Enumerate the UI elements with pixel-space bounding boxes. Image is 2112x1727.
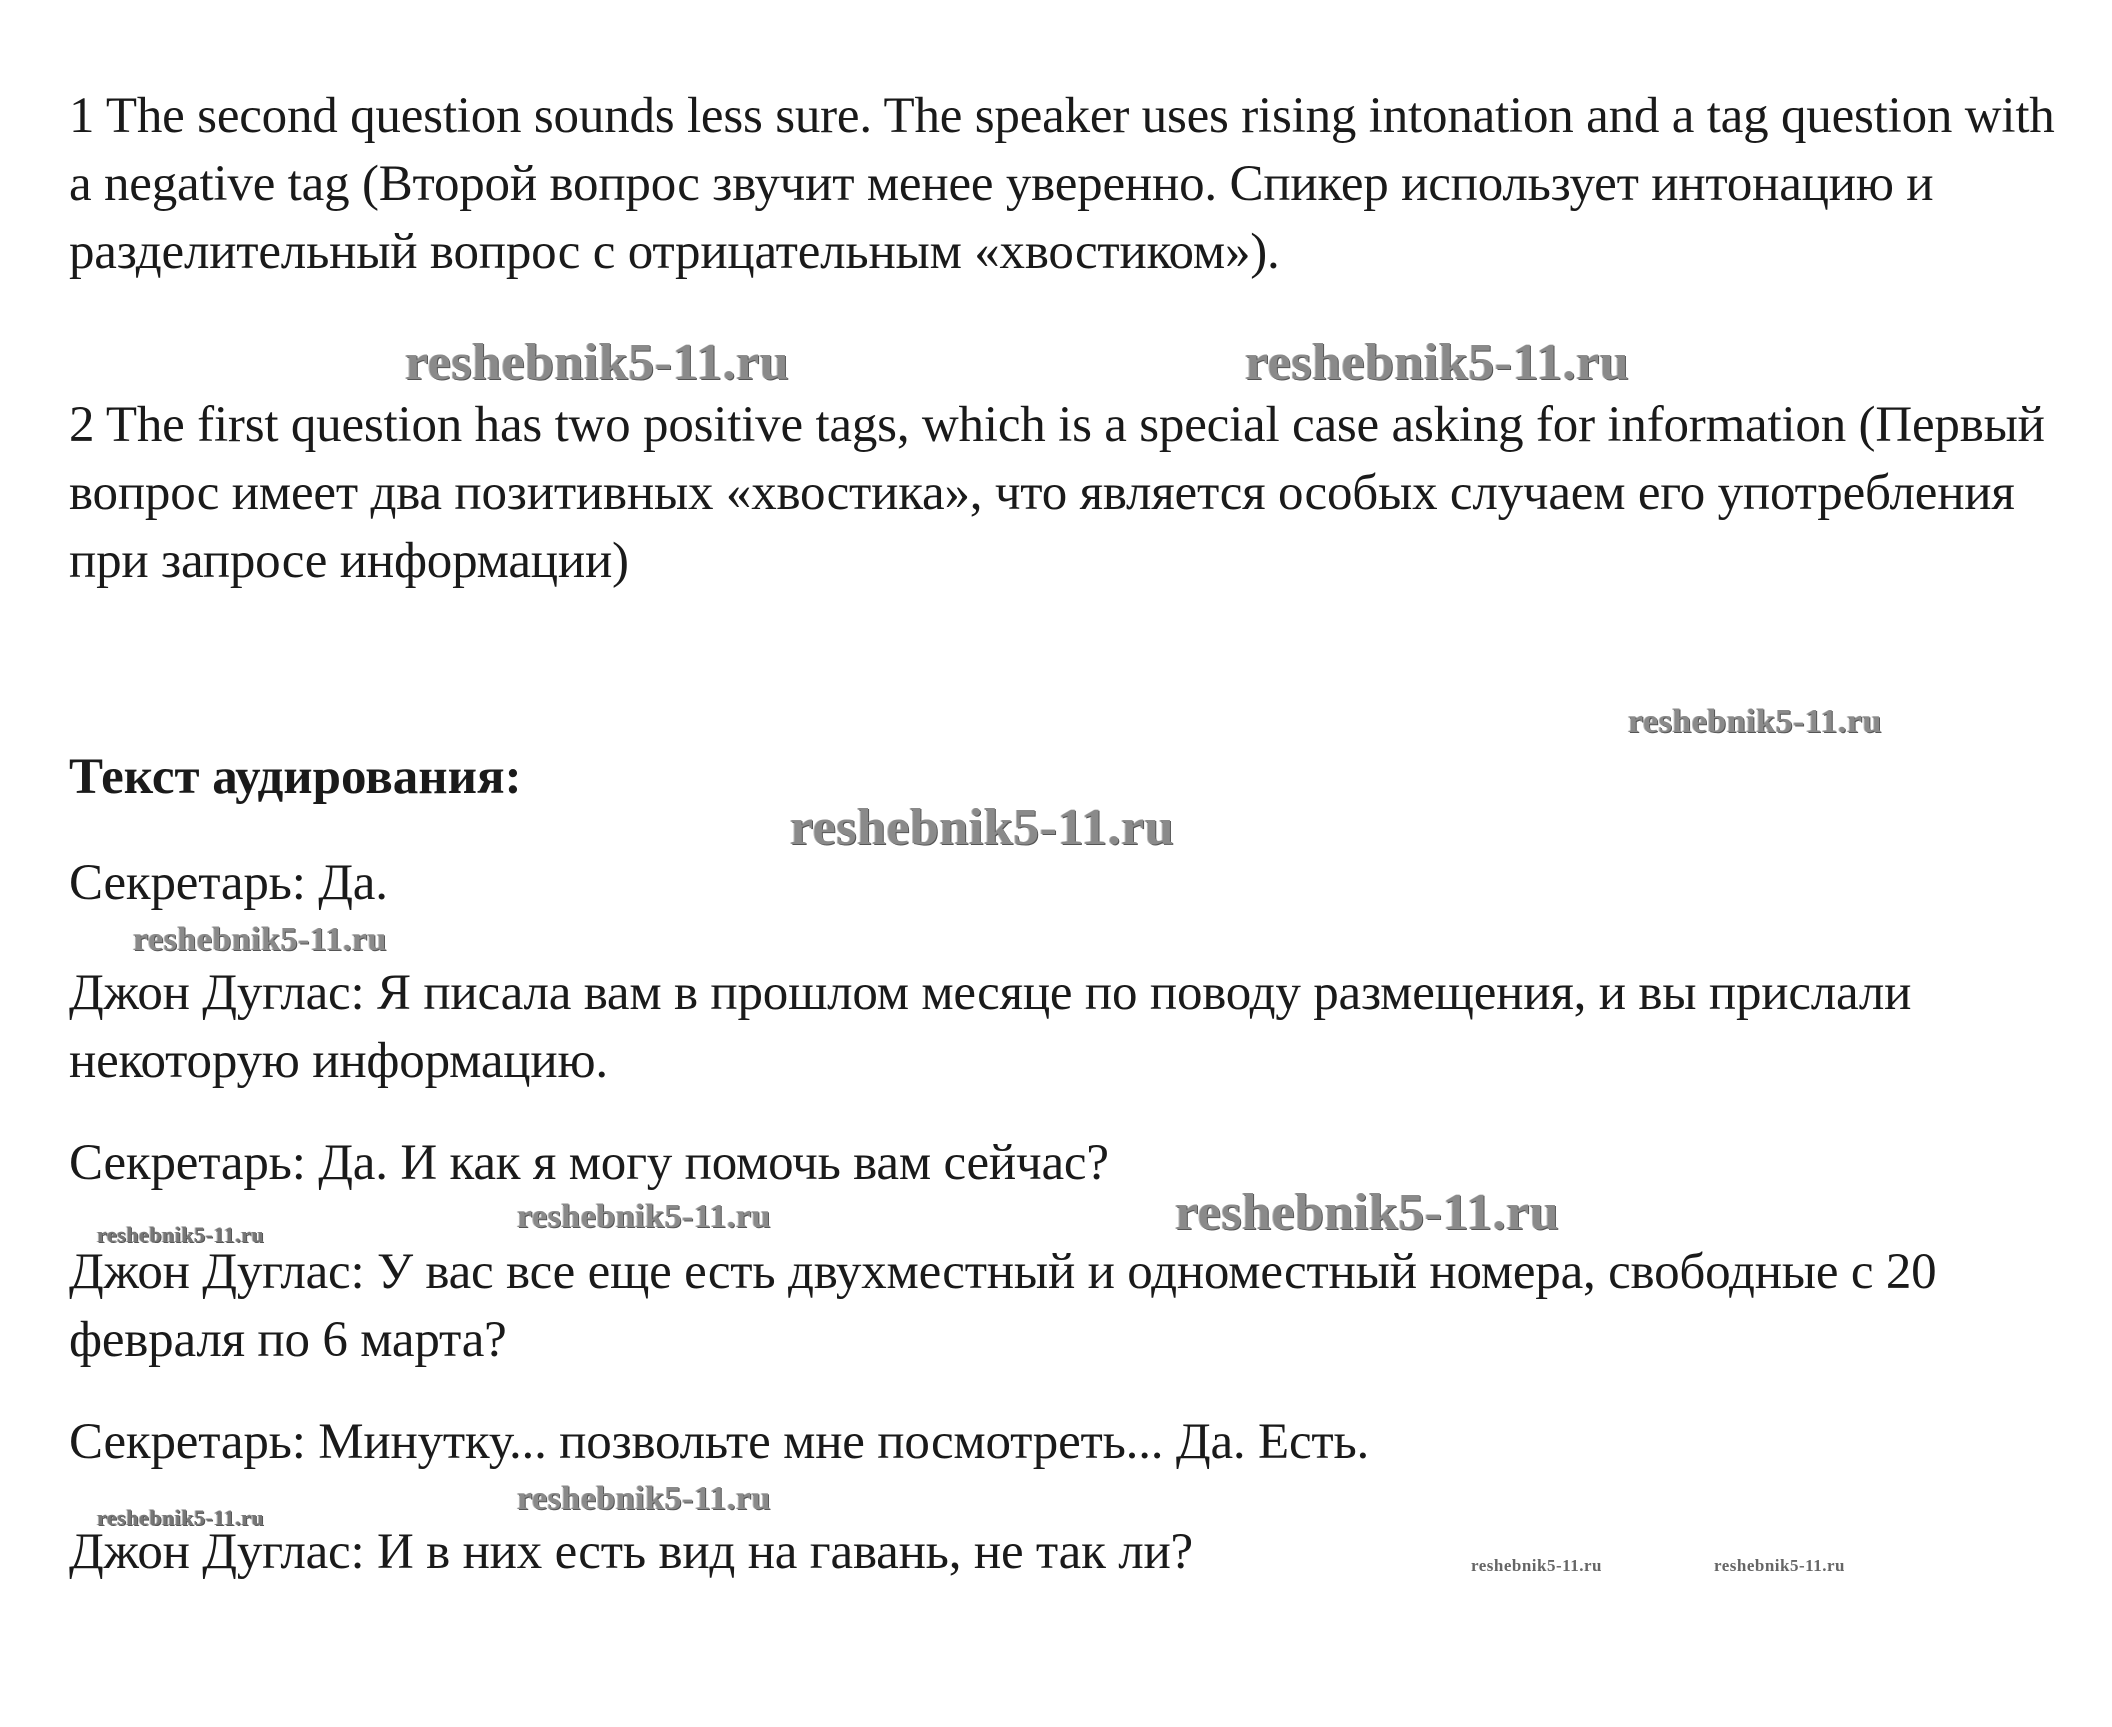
watermark: reshebnik5-11.ru xyxy=(790,799,1175,856)
watermark: reshebnik5-11.ru xyxy=(517,1198,771,1235)
watermark: reshebnik5-11.ru xyxy=(1628,703,1882,740)
watermark: reshebnik5-11.ru xyxy=(1714,1556,1845,1575)
section-heading: Текст аудирования: xyxy=(69,749,522,805)
watermark: reshebnik5-11.ru xyxy=(97,1222,265,1247)
watermark: reshebnik5-11.ru xyxy=(1175,1184,1560,1241)
dialogue-line: Джон Дуглас: И в них есть вид на гавань, не так ли? xyxy=(69,1524,1193,1580)
dialogue-line: Секретарь: Да. xyxy=(69,855,388,911)
dialogue-line: Секретарь: Да. И как я могу помочь вам сейчас? xyxy=(69,1135,1109,1191)
dialogue-line: Джон Дуглас: У вас все еще есть двухместный и одноместный номера, свободные с 20 февраля по 6 марта? xyxy=(69,1244,1937,1368)
dialogue-line: Джон Дуглас: Я писала вам в прошлом месяце по поводу размещения, и вы прислали некоторую информацию. xyxy=(69,965,1912,1089)
watermark: reshebnik5-11.ru xyxy=(517,1480,771,1517)
watermark: reshebnik5-11.ru xyxy=(97,1505,265,1530)
answer-1: 1 The second question sounds less sure. The speaker uses rising intonation and a tag question with a negative tag (Второй вопрос звучит менее уверенно. Спикер использует интонацию и разделительный вопрос с отрицательным «хвостиком»). xyxy=(69,88,2055,280)
dialogue-line: Секретарь: Минутку... позвольте мне посмотреть... Да. Есть. xyxy=(69,1414,1370,1470)
watermark: reshebnik5-11.ru xyxy=(405,334,790,391)
watermark: reshebnik5-11.ru xyxy=(1245,334,1630,391)
watermark: reshebnik5-11.ru xyxy=(133,921,387,958)
watermark: reshebnik5-11.ru xyxy=(1471,1556,1602,1575)
answer-2: 2 The first question has two positive tags, which is a special case asking for information (Первый вопрос имеет два позитивных «хвостика», что является особых случаем его употребления при запросе информации) xyxy=(69,397,2045,589)
